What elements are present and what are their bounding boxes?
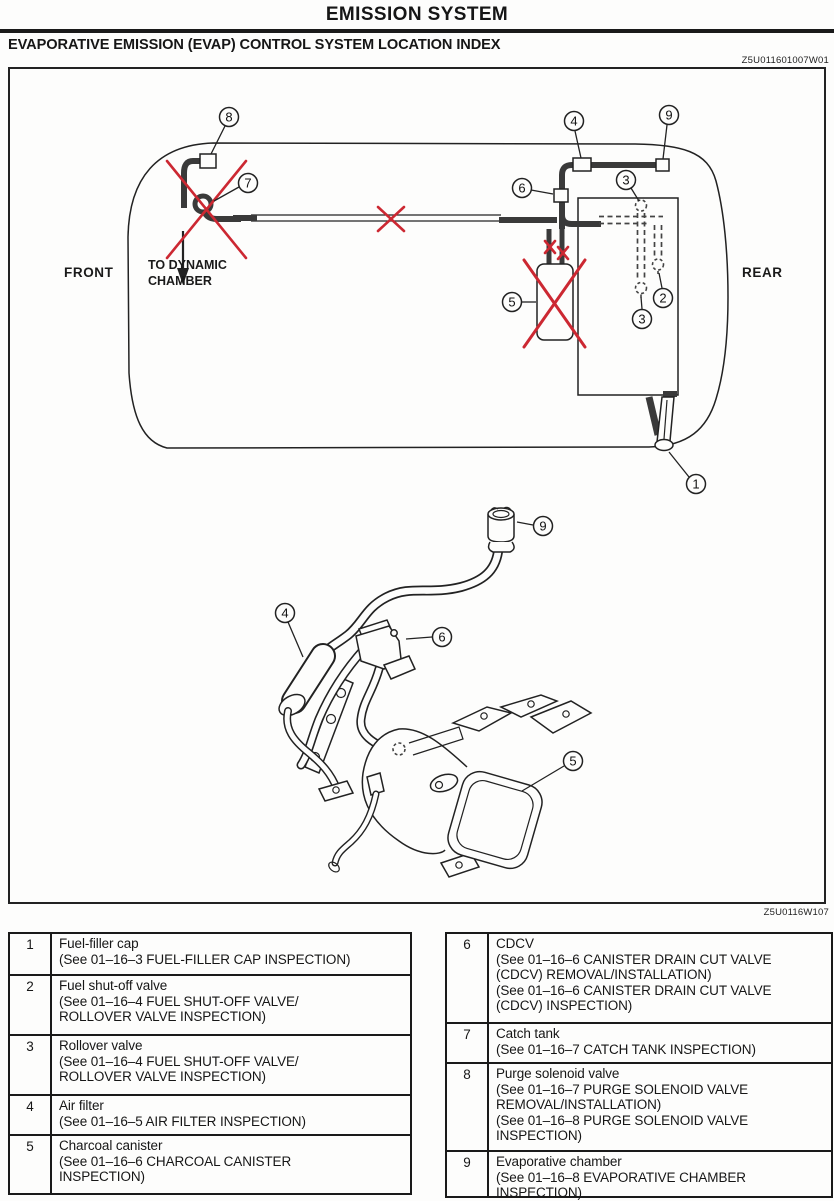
callout-number-7: 7	[244, 175, 252, 191]
item-number: 9	[447, 1152, 489, 1196]
item-number: 8	[447, 1064, 489, 1150]
callout-leader-6	[531, 190, 553, 194]
vehicle-outline	[128, 143, 728, 448]
doc-code-top: Z5U011601007W01	[741, 55, 829, 66]
fuel-shutoff-valve	[653, 259, 664, 270]
table-row-item-4	[10, 1094, 410, 1134]
section-title: EVAPORATIVE EMISSION (EVAP) CONTROL SYSTEM LOCATION INDEX	[8, 37, 501, 53]
item-description: Evaporative chamber (See 01–16–8 EVAPORATIVE CHAMBER INSPECTION)	[496, 1154, 746, 1201]
callout-number-5: 5	[508, 294, 516, 310]
callout-number-4: 4	[570, 113, 578, 129]
title-rule	[0, 29, 834, 33]
callout-leader-9	[517, 522, 533, 525]
callout-leader-1	[669, 452, 689, 477]
callout-number-6: 6	[518, 180, 526, 196]
callout-leader-8	[211, 126, 225, 154]
in-tank-valves	[599, 200, 664, 300]
front-label: FRONT	[64, 265, 114, 280]
callout-number-9: 9	[539, 518, 547, 534]
tank-tab	[663, 391, 677, 397]
cdcv-valve	[356, 620, 415, 679]
item-number: 1	[10, 934, 52, 974]
item-description: Catch tank (See 01–16–7 CATCH TANK INSPECTION)	[496, 1026, 756, 1057]
table-row-item-6	[447, 934, 831, 1022]
rollover-valve-top	[636, 200, 647, 211]
callout-leader-4	[288, 622, 303, 657]
rear-label: REAR	[742, 265, 783, 280]
callout-leader-5	[522, 766, 564, 791]
dynamic-chamber-label-line2: CHAMBER	[148, 274, 212, 288]
callout-number-5: 5	[569, 753, 577, 769]
callout-number-3: 3	[638, 311, 646, 327]
callout-number-1: 1	[692, 476, 700, 492]
callout-number-9: 9	[665, 107, 673, 123]
table-row-item-2	[10, 974, 410, 1034]
location-index-table-right	[445, 932, 833, 1201]
item-description: Purge solenoid valve (See 01–16–7 PURGE SOLENOID VALVE REMOVAL/INSTALLATION) (See 01–16–8 PURGE SOLENOID VALVE INSPECTION)	[496, 1066, 749, 1144]
table-row-item-3	[10, 1034, 410, 1094]
item-description: Fuel-filler cap (See 01–16–3 FUEL-FILLER CAP INSPECTION)	[59, 936, 351, 967]
callout-leader-9	[663, 125, 667, 159]
item-description: Fuel shut-off valve (See 01–16–4 FUEL SHUT-OFF VALVE/ ROLLOVER VALVE INSPECTION)	[59, 978, 299, 1025]
item-description: CDCV (See 01–16–6 CANISTER DRAIN CUT VALVE (CDCV) REMOVAL/INSTALLATION) (See 01–16–6 CANISTER DRAIN CUT VALVE (CDCV) INSPECTION)	[496, 936, 772, 1014]
item-description: Rollover valve (See 01–16–4 FUEL SHUT-OFF VALVE/ ROLLOVER VALVE INSPECTION)	[59, 1038, 299, 1085]
callout-leader-2	[659, 273, 662, 288]
purge-solenoid-assembly	[184, 154, 241, 219]
doc-code-bottom: Z5U0116W107	[763, 907, 829, 918]
fuel-filler	[649, 397, 674, 451]
callout-number-6: 6	[438, 629, 446, 645]
diagram-svg	[10, 69, 824, 902]
table-row-item-7	[447, 1022, 831, 1062]
callout-number-2: 2	[659, 290, 667, 306]
evaporative-chamber	[488, 507, 514, 552]
item-number: 7	[447, 1024, 489, 1062]
table-row-item-9	[447, 1150, 831, 1201]
callout-number-3: 3	[622, 172, 630, 188]
evap-location-diagram	[8, 67, 826, 904]
item-number: 5	[10, 1136, 52, 1193]
pipe-connector-9	[656, 159, 669, 171]
item-number: 3	[10, 1036, 52, 1094]
canister-assembly-illustration	[275, 507, 591, 877]
fuel-filler-cap	[655, 440, 673, 451]
item-number: 4	[10, 1096, 52, 1134]
callout-number-4: 4	[281, 605, 289, 621]
cdcv-connector	[554, 189, 568, 202]
rear-evap-pipes	[554, 158, 669, 229]
item-number: 6	[447, 934, 489, 1022]
dynamic-chamber-label-line1: TO DYNAMIC	[148, 258, 227, 272]
table-row-item-5	[10, 1134, 410, 1193]
pipe-connector-4	[573, 158, 591, 171]
rollover-valve-bottom	[636, 283, 647, 294]
callout-leader-6	[406, 637, 432, 639]
item-description: Charcoal canister (See 01–16–6 CHARCOAL CANISTER INSPECTION)	[59, 1138, 292, 1185]
purge-solenoid-valve	[200, 154, 216, 168]
table-row-item-8	[447, 1062, 831, 1150]
callout-leader-3	[631, 188, 639, 201]
location-index-table-left	[8, 932, 412, 1195]
table-row-item-1	[10, 934, 410, 974]
callout-leader-3	[641, 297, 642, 309]
item-number: 2	[10, 976, 52, 1034]
item-description: Air filter (See 01–16–5 AIR FILTER INSPECTION)	[59, 1098, 306, 1129]
callout-number-8: 8	[225, 109, 233, 125]
page-title: EMISSION SYSTEM	[325, 4, 509, 25]
